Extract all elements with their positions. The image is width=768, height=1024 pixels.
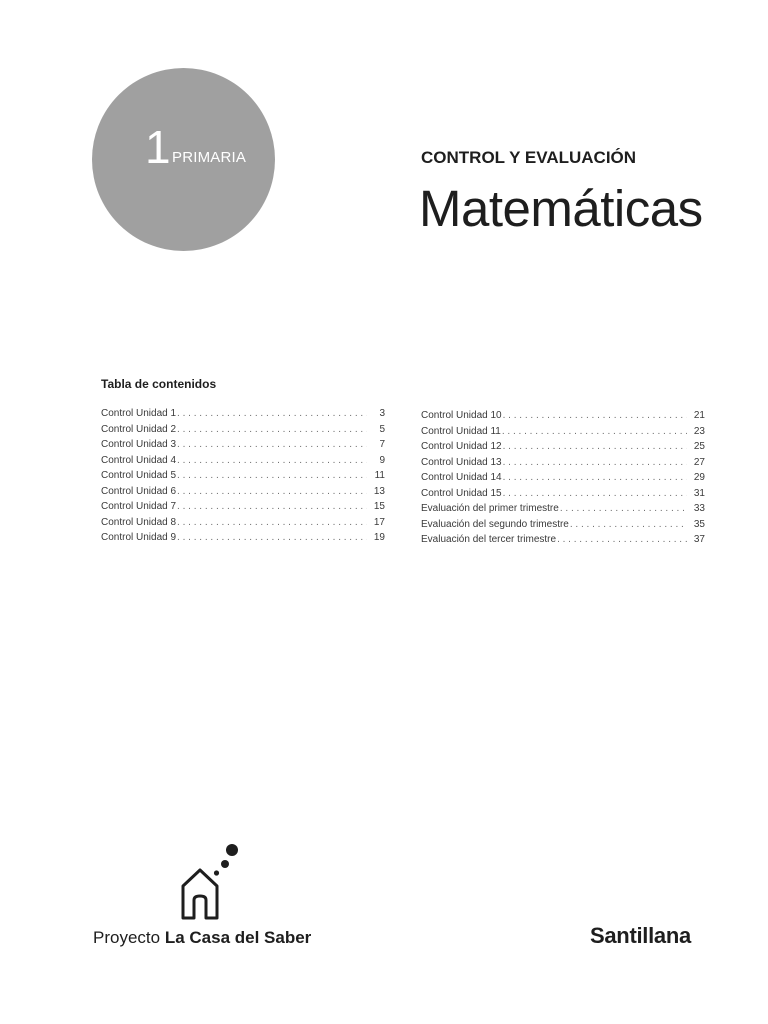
toc-entry-label: Control Unidad 2 <box>101 423 177 435</box>
toc-entry-page: 29 <box>693 472 705 483</box>
toc-entry-page: 5 <box>379 423 385 435</box>
toc-entry-label: Control Unidad 7 <box>101 501 177 512</box>
toc-entry <box>101 422 385 438</box>
toc-entry-label: Control Unidad 11 <box>421 425 501 437</box>
toc-leader-dots <box>560 501 687 517</box>
grade-number: 1 <box>145 121 171 173</box>
publisher-logo: Santillana <box>590 923 691 948</box>
toc-leader-dots <box>177 468 367 484</box>
toc-column-right <box>421 408 705 548</box>
toc-entry-label: Control Unidad 12 <box>421 441 502 452</box>
toc-entry <box>421 439 705 455</box>
toc-entry <box>421 424 705 440</box>
toc-entry <box>101 530 385 546</box>
toc-leader-dots <box>177 406 367 422</box>
toc-entry-page: 9 <box>379 454 385 466</box>
toc-entry-page: 35 <box>693 518 705 530</box>
toc-leader-dots <box>557 532 687 548</box>
toc-column-left <box>101 406 385 546</box>
toc-leader-dots <box>570 517 687 533</box>
toc-entry <box>101 484 385 500</box>
toc-entry-label: Control Unidad 4 <box>101 454 177 466</box>
toc-leader-dots <box>177 437 367 453</box>
toc-leader-dots <box>503 439 687 455</box>
toc-entry <box>421 470 705 486</box>
toc-entry <box>421 455 705 471</box>
project-brand <box>93 927 311 949</box>
toc-leader-dots <box>177 530 367 546</box>
toc-entry-page: 3 <box>379 408 385 419</box>
toc-entry-label: Control Unidad 5 <box>101 470 177 481</box>
toc-entry-page: 15 <box>373 501 385 512</box>
toc-entry-label: Control Unidad 8 <box>101 516 177 528</box>
toc-entry <box>421 532 705 548</box>
toc-entry-page: 17 <box>373 516 385 528</box>
toc-entry-label: Control Unidad 6 <box>101 485 177 497</box>
toc-leader-dots <box>503 486 687 502</box>
toc-entry-page: 11 <box>374 470 385 481</box>
toc-entry-page: 27 <box>693 456 705 468</box>
toc-leader-dots <box>503 408 687 424</box>
toc-entry <box>101 515 385 531</box>
toc-entry <box>101 468 385 484</box>
toc-entry-page: 23 <box>693 425 705 437</box>
toc-entry-page: 21 <box>693 410 705 421</box>
toc-leader-dots <box>503 470 687 486</box>
toc-entry <box>101 453 385 469</box>
toc-entry <box>421 486 705 502</box>
toc-entry-label: Control Unidad 10 <box>421 410 502 421</box>
toc-entry-page: 19 <box>373 532 385 543</box>
toc-entry-label: Evaluación del segundo trimestre <box>421 518 569 530</box>
toc-entry <box>421 501 705 517</box>
toc-entry-page: 25 <box>693 441 705 452</box>
house-icon <box>178 840 240 922</box>
project-name: La Casa del Saber <box>164 928 312 947</box>
toc-entry-page: 7 <box>379 439 385 450</box>
toc-entry-label: Evaluación del primer trimestre <box>421 503 559 514</box>
toc-entry-page: 13 <box>373 485 385 497</box>
toc-leader-dots <box>177 484 367 500</box>
toc-entry-label: Control Unidad 9 <box>101 532 177 543</box>
toc-entry <box>421 408 705 424</box>
toc-entry <box>101 499 385 515</box>
toc-leader-dots <box>177 499 367 515</box>
series-label: CONTROL Y EVALUACIÓN <box>421 148 637 167</box>
toc-entry-label: Control Unidad 14 <box>421 472 502 483</box>
toc-entry-page: 31 <box>693 487 705 499</box>
toc-entry-page: 37 <box>693 534 705 545</box>
toc-leader-dots <box>177 422 367 438</box>
toc-leader-dots <box>177 453 367 469</box>
toc-leader-dots <box>502 424 687 440</box>
toc-entry <box>101 437 385 453</box>
toc-entry-label: Evaluación del tercer trimestre <box>421 534 557 545</box>
toc-entry-label: Control Unidad 3 <box>101 439 177 450</box>
toc-entry <box>421 517 705 533</box>
subject-title: Matemáticas <box>419 180 703 237</box>
toc-entry-page: 33 <box>693 503 705 514</box>
toc-entry-label: Control Unidad 13 <box>421 456 502 468</box>
grade-level: PRIMARIA <box>172 149 247 166</box>
toc-heading: Tabla de contenidos <box>101 377 217 391</box>
toc-leader-dots <box>177 515 367 531</box>
toc-entry-label: Control Unidad 15 <box>421 487 502 499</box>
toc-leader-dots <box>503 455 687 471</box>
toc-entry-label: Control Unidad 1 <box>101 408 177 419</box>
toc-entry <box>101 406 385 422</box>
project-prefix: Proyecto <box>93 928 161 947</box>
